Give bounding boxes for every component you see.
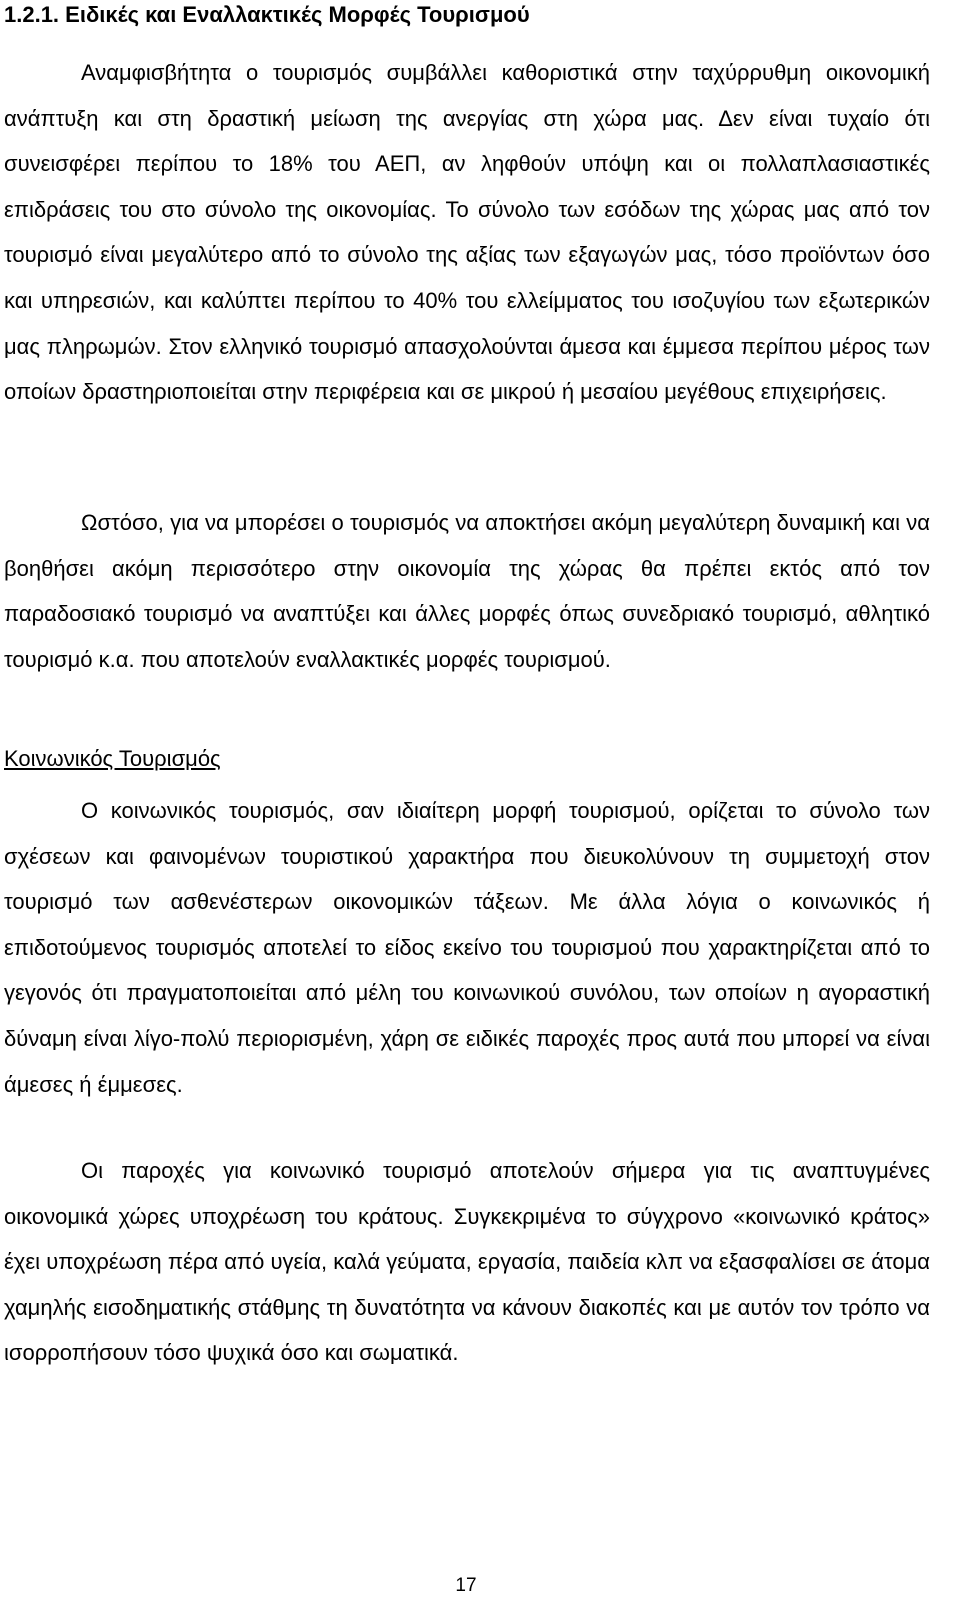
paragraph-social-1: Ο κοινωνικός τουρισμός, σαν ιδιαίτερη μορφή τουρισμού, ορίζεται το σύνολο των σχέσεων και φαινομένων τουριστικού χαρακτήρα που διευκολύνουν τη συμμετοχή στον τουρισμό των ασθενέστερων οικονομικών τάξεων. Με άλλα λόγια ο κοινωνικός ή επιδοτούμενος τουρισμός αποτελεί το είδος εκείνο του τουρισμού που χαρακτηρίζεται από το γεγονός ότι πραγματοποιείται από μέλη του κοινωνικού συνόλου, των οποίων η αγοραστική δύναμη είναι λίγο-πολύ περιορισμένη, χάρη σε ειδικές παροχές προς αυτά που μπορεί να είναι άμεσες ή έμμεσες. xyxy=(4,798,930,1097)
paragraph-intro-2: Ωστόσο, για να μπορέσει ο τουρισμός να αποκτήσει ακόμη μεγαλύτερη δυναμική και να βοηθήσει ακόμη περισσότερο στην οικονομία της χώρας θα πρέπει εκτός από τον παραδοσιακό τουρισμό να αναπτύξει και άλλες μορφές όπως συνεδριακό τουρισμό, αθλητικό τουρισμό κ.α. που αποτελούν εναλλακτικές μορφές τουρισμού. xyxy=(4,510,930,672)
section-heading: 1.2.1. Ειδικές και Εναλλακτικές Μορφές Τουρισμού xyxy=(4,2,530,27)
paragraph-intro-1: Αναμφισβήτητα ο τουρισμός συμβάλλει καθοριστικά στην ταχύρρυθμη οικονομική ανάπτυξη και στη δραστική μείωση της ανεργίας στη χώρα μας. Δεν είναι τυχαίο ότι συνεισφέρει περίπου το 18% του ΑΕΠ, αν ληφθούν υπόψη και οι πολλαπλασιαστικές επιδράσεις του στο σύνολο της οικονομίας. Το σύνολο των εσόδων της χώρας μας από τον τουρισμό είναι μεγαλύτερο από το σύνολο της αξίας των εξαγωγών μας, τόσο προϊόντων όσο και υπηρεσιών, και καλύπτει περίπου το 40% του ελλείμματος του ισοζυγίου των εξωτερικών μας πληρωμών. Στον ελληνικό τουρισμό απασχολούνται άμεσα και έμμεσα περίπου μέρος των οποίων δραστηριοποιείται στην περιφέρεια και σε μικρού ή μεσαίου μεγέθους επιχειρήσεις. xyxy=(4,60,930,405)
page-number: 17 xyxy=(455,1575,477,1596)
paragraph-social-2: Οι παροχές για κοινωνικό τουρισμό αποτελούν σήμερα για τις αναπτυγμένες οικονομικά χώρες υποχρέωση του κράτους. Συγκεκριμένα το σύγχρονο «κοινωνικό κράτος» έχει υποχρέωση πέρα από υγεία, καλά γεύματα, εργασία, παιδεία κλπ να εξασφαλίσει σε άτομα χαμηλής εισοδηματικής στάθμης τη δυνατότητα να κάνουν διακοπές και με αυτόν τον τρόπο να ισορροπήσουν τόσο ψυχικά όσο και σωματικά. xyxy=(4,1158,930,1366)
subheading-social-tourism: Κοινωνικός Τουρισμός xyxy=(4,746,221,771)
